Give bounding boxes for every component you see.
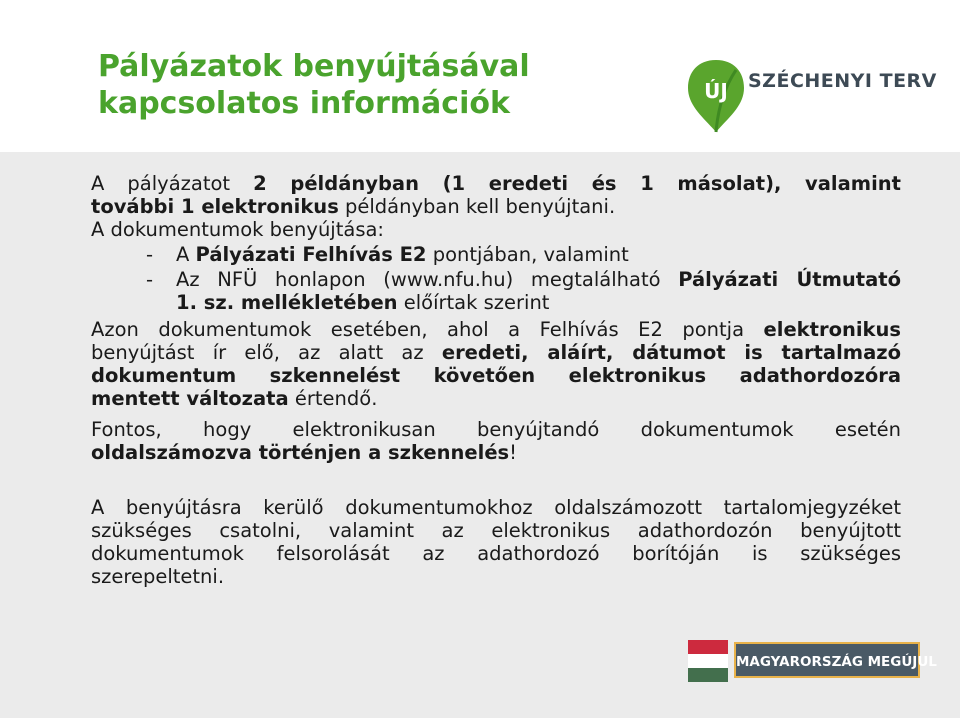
page-title <box>98 48 530 122</box>
main-text <box>91 172 901 588</box>
logo-banner-text: MAGYARORSZÁG MEGÚJUL <box>734 642 920 678</box>
paragraph-3: Azon dokumentumok esetében, ahol a Felhívás E2 pontja elektronikus benyújtást ír elő, az alatt az eredeti, aláírt, dátumot is tartalmazó dokumentum szkennelést követően elektronikus adathordozóra mentett változata értendő. <box>91 318 901 410</box>
magyarorszag-megujul-logo <box>688 640 937 682</box>
leaf-icon <box>686 58 746 134</box>
logo-name: SZÉCHENYI TERV <box>748 70 937 92</box>
paragraph-1-line-2: további 1 elektronikus példányban kell benyújtani. <box>91 195 616 218</box>
paragraph-5: A benyújtásra kerülő dokumentumokhoz oldalszámozott tartalomjegyzéket szükséges csatolni, valamint az elektronikus adathordozón benyújtott dokumentumok felsorolását az adathordozó borítóján is szükséges szerepeltetni. <box>91 496 901 588</box>
paragraph-2: A dokumentumok benyújtása: <box>91 218 384 241</box>
paragraph-4: Fontos, hogy elektronikusan benyújtandó dokumentumok esetén oldalszámozva történjen a szkennelés! <box>91 418 901 464</box>
page-title-line-1: Pályázatok benyújtásával <box>98 49 530 84</box>
szechenyi-terv-logo <box>686 58 937 134</box>
bullet-2: - Az NFÜ honlapon (www.nfu.hu) megtalálható Pályázati Útmutató <box>146 268 901 291</box>
logo-letters: ÚJ <box>704 79 728 103</box>
header <box>0 0 960 152</box>
page-title-line-2: kapcsolatos információk <box>98 86 510 121</box>
paragraph-1-line-1: A pályázatot 2 példányban (1 eredeti és 1 másolat), valamint <box>91 172 901 195</box>
bullet-1: - A Pályázati Felhívás E2 pontjában, valamint <box>146 243 629 266</box>
hungarian-flag-icon <box>688 640 728 682</box>
bullet-2-continued: 1. sz. mellékletében előírtak szerint <box>176 291 550 314</box>
